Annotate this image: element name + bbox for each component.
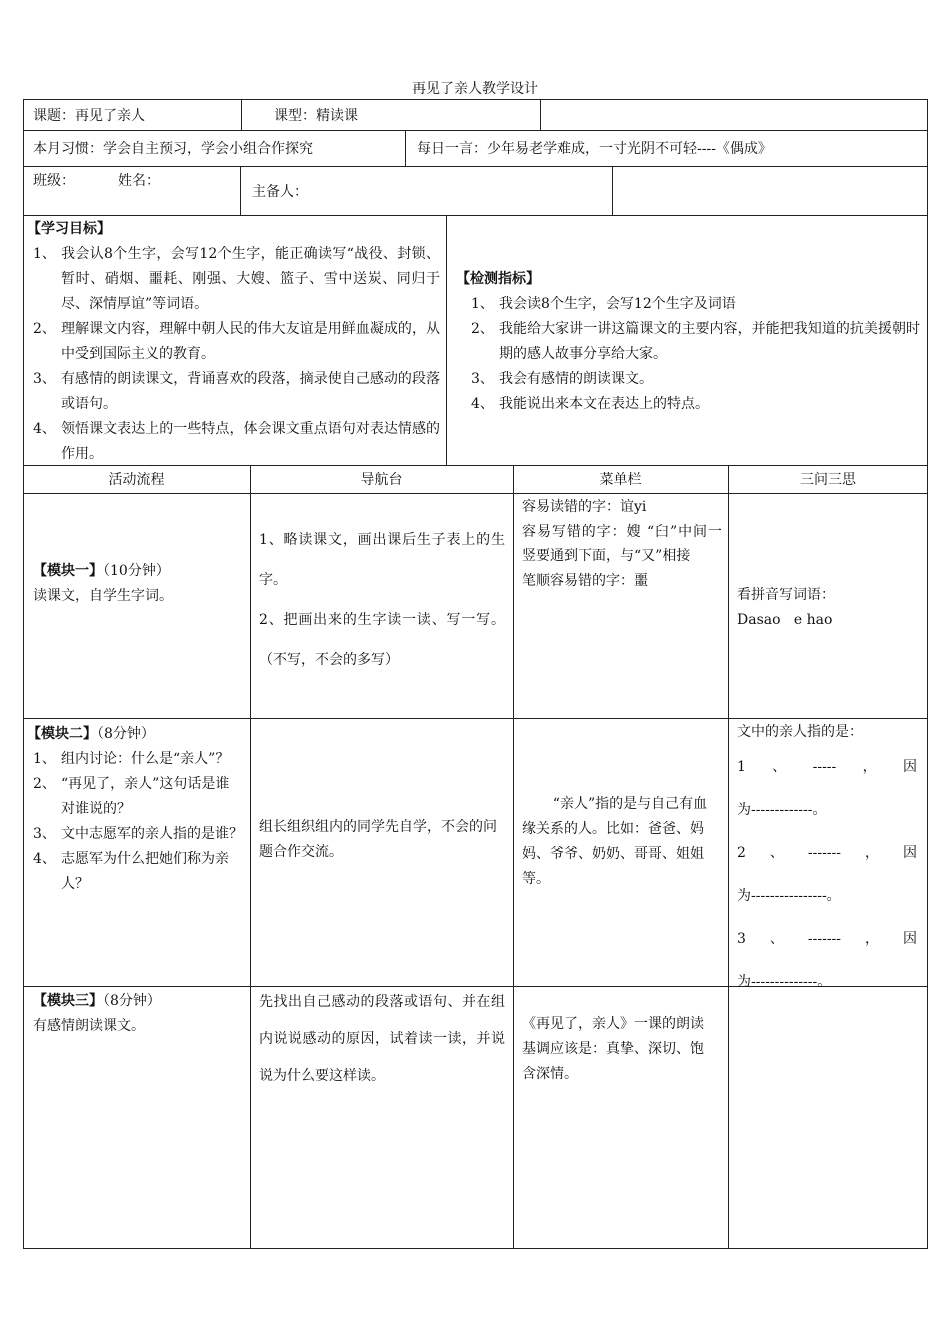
think-row: [737, 927, 917, 952]
think-num: 3: [737, 931, 746, 947]
indicator-text: 我能给大家讲一讲这篇课文的主要内容，并能把我知道的抗美援朝时期的感人故事分享给大家。: [499, 321, 920, 362]
module2-time: （8分钟）: [97, 726, 155, 742]
indicator-number: 2、: [471, 321, 494, 337]
question-number: 4、: [33, 851, 56, 867]
column-header-menu: 菜单栏: [599, 472, 642, 488]
module1-menu-line: 笔顺容易错的字：噩: [522, 572, 648, 589]
column-divider: [513, 465, 514, 1249]
header-divider: [405, 130, 406, 167]
module1-think: [737, 583, 922, 633]
indicator-number: 1、: [471, 296, 494, 312]
module1-nav: [259, 520, 505, 680]
module1-nav-step: 1、略读课文，画出课后生子表上的生字。: [259, 532, 505, 588]
module1-flow: [33, 559, 243, 609]
module2-menu: “亲人”指的是与自己有血缘关系的人。比如：爸爸、妈妈、爷爷、奶奶、哥哥、姐姐等。: [522, 796, 708, 887]
objective-item: [27, 367, 440, 417]
indicator-item: [456, 292, 920, 317]
module1-desc: 读课文，自学生字词。: [33, 588, 173, 604]
module3-flow: [33, 989, 243, 1039]
indicators-block: [456, 267, 920, 417]
row-divider: [23, 493, 928, 494]
module2-question: [27, 772, 243, 822]
name-label: 姓名：: [118, 173, 160, 189]
think-reason: 为-------------。: [737, 802, 827, 818]
module1-nav-step: 2、把画出来的生字读一读、写一写。（不写，不会的多写）: [259, 612, 505, 668]
objective-number: 1、: [33, 246, 56, 262]
think-blank: -------: [807, 845, 842, 861]
class-label: 班级：: [33, 173, 75, 189]
think-reason: 为--------------。: [737, 974, 832, 990]
module1-pinyin: Dasao e hao: [737, 612, 833, 628]
question-number: 1、: [33, 751, 56, 767]
module3-nav: 先找出自己感动的段落或语句、并在组内说说感动的原因，试着读一读，并说说为什么要这样读。: [259, 994, 505, 1084]
module1-think-prompt: 看拼音写词语：: [737, 587, 835, 603]
column-header-flow: 活动流程: [108, 472, 165, 488]
objective-text: 领悟课文表达上的一些特点，体会课文重点语句对表达情感的作用。: [61, 421, 440, 462]
indicators-title: 【检测指标】: [456, 271, 540, 287]
daily-quote: 每日一言：少年易老学难成，一寸光阴不可轻----《偶成》: [417, 141, 772, 157]
objectives-title: 【学习目标】: [27, 221, 111, 237]
think-row: [737, 841, 917, 866]
module1-menu: [522, 495, 722, 593]
module2-question: [27, 822, 243, 847]
objective-item: [27, 417, 440, 467]
section-divider: [446, 215, 447, 466]
think-blank: -------: [807, 931, 842, 947]
objective-number: 3、: [33, 371, 56, 387]
question-number: 3、: [33, 826, 56, 842]
column-header-think: 三问三思: [800, 472, 856, 488]
question-number: 2、: [33, 776, 56, 792]
objectives-block: [27, 217, 440, 467]
think-sep: 、: [769, 845, 784, 861]
monthly-habit: 本月习惯：学会自主预习，学会小组合作探究: [33, 141, 313, 157]
objective-number: 4、: [33, 421, 56, 437]
think-because: 因: [902, 759, 917, 775]
objective-item: [27, 317, 440, 367]
module1-time: （10分钟）: [103, 563, 170, 579]
question-text: 文中志愿军的亲人指的是谁？: [61, 826, 243, 842]
module2-flow: [27, 722, 243, 897]
module2-think: [737, 720, 917, 995]
topic-label: 课题：再见了亲人: [33, 108, 145, 124]
indicator-item: [456, 367, 920, 392]
module2-question: [27, 847, 243, 897]
question-text: 志愿军为什么把她们称为亲人？: [61, 851, 229, 892]
objective-text: 理解课文内容，理解中朝人民的伟大友谊是用鲜血凝成的，从中受到国际主义的教育。: [61, 321, 440, 362]
think-num: 1: [737, 759, 746, 775]
think-row: [737, 755, 917, 780]
think-because: 因: [902, 931, 917, 947]
module2-title: 【模块二】: [27, 726, 97, 742]
indicator-number: 4、: [471, 396, 494, 412]
indicator-text: 我会有感情的朗读课文。: [499, 371, 653, 387]
module2-nav: 组长组织组内的同学先自学，不会的问题合作交流。: [259, 819, 497, 860]
indicator-text: 我会读8个生字，会写12个生字及词语: [499, 296, 736, 312]
module3-desc: 有感情朗读课文。: [33, 1018, 145, 1034]
objective-number: 2、: [33, 321, 56, 337]
row-divider: [23, 718, 928, 719]
column-divider: [250, 465, 251, 1249]
column-header-nav: 导航台: [360, 472, 403, 488]
think-comma: ，: [862, 759, 877, 775]
think-num: 2: [737, 845, 746, 861]
objective-text: 有感情的朗读课文，背诵喜欢的段落，摘录使自己感动的段落或语句。: [61, 371, 440, 412]
module1-title: 【模块一】: [33, 563, 103, 579]
objective-item: [27, 242, 440, 317]
document-title: 再见了亲人教学设计: [412, 81, 538, 97]
think-because: 因: [902, 845, 917, 861]
question-text: 组内讨论：什么是“亲人”？: [61, 751, 230, 767]
indicator-text: 我能说出来本文在表达上的特点。: [499, 396, 709, 412]
module1-menu-line: 容易写错的字：嫂 “臼”中间一竖要通到下面，与“又”相接: [522, 523, 722, 564]
indicator-number: 3、: [471, 371, 494, 387]
indicator-item: [456, 317, 920, 367]
module2-think-title: 文中的亲人指的是：: [737, 724, 863, 740]
indicator-item: [456, 392, 920, 417]
module1-menu-line: 容易读错的字：谊yi: [522, 499, 647, 515]
module3-time: （8分钟）: [103, 993, 161, 1009]
question-text: “再见了，亲人”这句话是谁对谁说的？: [61, 776, 230, 817]
think-blank: -----: [812, 759, 837, 775]
module3-menu: 《再见了，亲人》一课的朗读基调应该是：真挚、深切、饱含深情。: [522, 1016, 704, 1082]
think-sep: 、: [772, 759, 787, 775]
objective-text: 我会认8个生字，会写12个生字，能正确读写“战役、封锁、暂时、硝烟、噩耗、刚强、大嫂、篮子、雪中送炭、同归于尽、深情厚谊”等词语。: [61, 246, 440, 312]
think-comma: ，: [865, 931, 879, 947]
think-sep: 、: [769, 931, 784, 947]
column-divider: [728, 465, 729, 1249]
think-reason: 为----------------。: [737, 888, 841, 904]
lesson-type-label: 课型：精读课: [274, 108, 358, 124]
module2-question: [27, 747, 243, 772]
think-comma: ，: [865, 845, 879, 861]
preparer-label: 主备人：: [252, 184, 308, 200]
module3-title: 【模块三】: [33, 993, 103, 1009]
